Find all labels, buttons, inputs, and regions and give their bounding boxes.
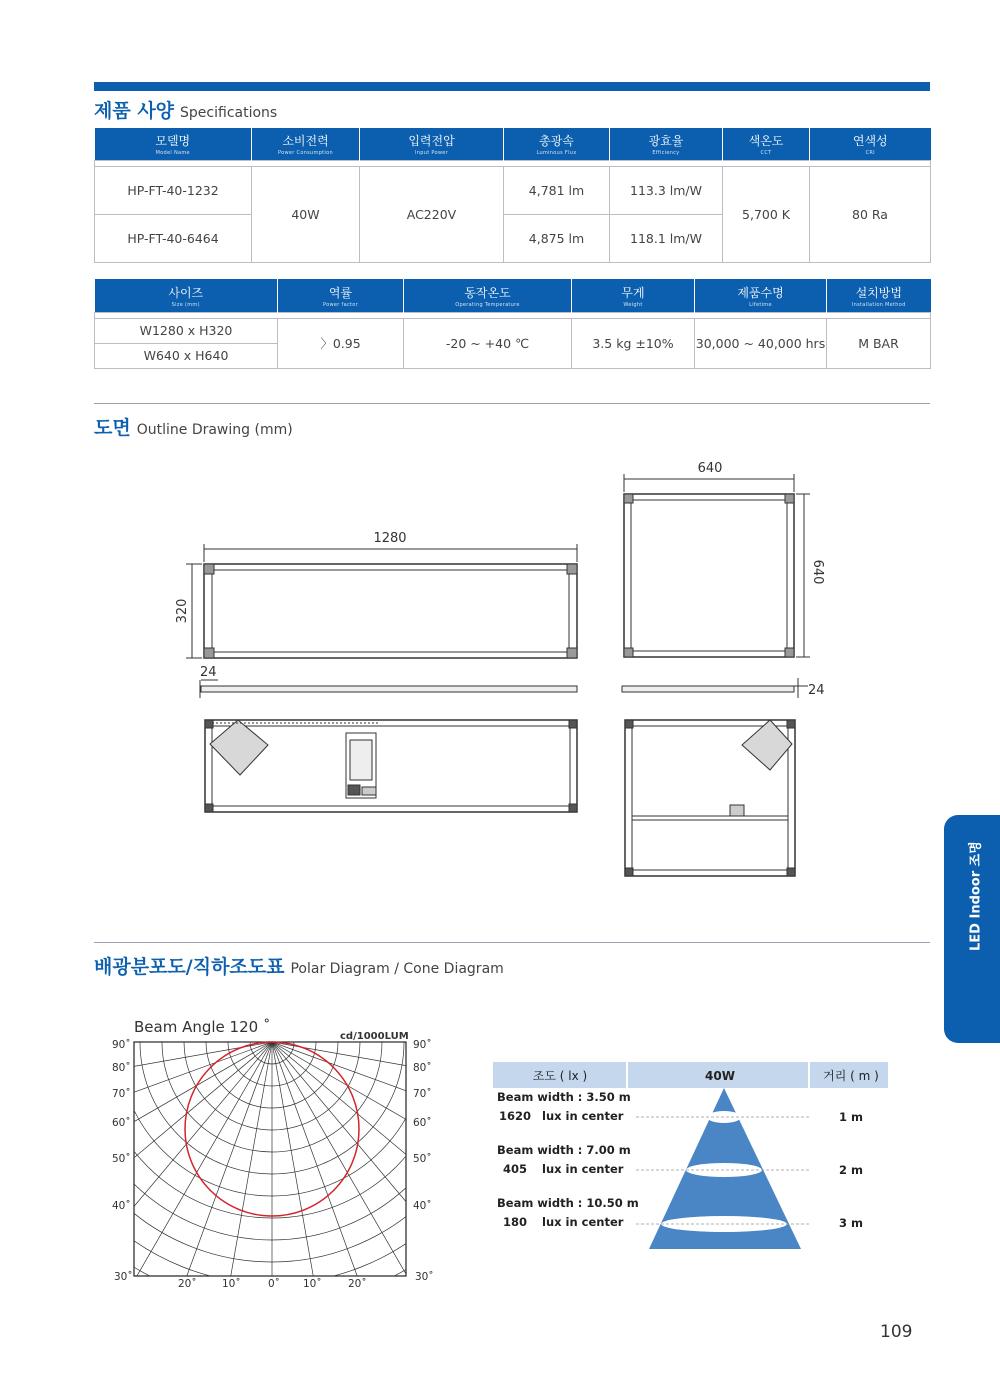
lux-center-3: lux in center <box>542 1215 624 1229</box>
polar-section-title <box>94 952 504 979</box>
outline-section-title <box>94 413 293 440</box>
right-label-90: 90˚ <box>413 1039 432 1051</box>
weight-value: 3.5 kg ±10% <box>572 318 695 368</box>
panel-640-side <box>622 678 808 698</box>
install-value: M BAR <box>827 318 931 368</box>
size-2: W640 x H640 <box>95 343 278 368</box>
right-label-50: 50˚ <box>413 1153 432 1165</box>
outline-title-en: Outline Drawing (mm) <box>136 422 293 438</box>
divider-2 <box>94 942 930 943</box>
beam-width-2: Beam width : 7.00 m <box>497 1143 631 1157</box>
side-tab-label: LED Indoor 조명 <box>968 841 984 951</box>
th-power: 소비전력 Power Consumption <box>252 128 360 160</box>
th-efficiency: 광효율 Efficiency <box>610 128 723 160</box>
cct-value: 5,700 K <box>723 166 810 262</box>
dim-640-width <box>624 474 794 492</box>
dim-label-320: 320 <box>175 598 190 624</box>
dim-640-height <box>796 494 810 657</box>
th-size: 사이즈 Size (mm) <box>95 279 278 312</box>
beam-width-1: Beam width : 3.50 m <box>497 1090 631 1104</box>
panel-640-front <box>624 494 794 657</box>
right-label-60: 60˚ <box>413 1117 432 1129</box>
table1-header-row <box>95 128 931 160</box>
outline-drawing <box>0 440 1000 890</box>
top-accent-bar <box>94 82 930 91</box>
efficiency-2: 118.1 lm/W <box>610 214 723 262</box>
spec-table-1 <box>94 128 931 263</box>
flux-1: 4,781 lm <box>504 166 610 214</box>
spec-title-ko: 제품 사양 <box>94 100 175 122</box>
left-label-50: 50˚ <box>112 1153 131 1165</box>
panel-640-back <box>625 720 795 876</box>
power-header: 40W <box>705 1069 735 1083</box>
left-label-90: 90˚ <box>112 1039 131 1051</box>
side-category-tab <box>944 815 1000 1043</box>
efficiency-1: 113.3 lm/W <box>610 166 723 214</box>
th-power-factor: 역률 Power factor <box>278 279 404 312</box>
power-value: 40W <box>252 166 360 262</box>
bottom-label-20-left: 20˚ <box>178 1278 197 1290</box>
bottom-label-10-right: 10˚ <box>303 1278 322 1290</box>
th-weight: 무게 Weight <box>572 279 695 312</box>
distance-2: 2 m <box>839 1163 863 1177</box>
spec-table-2 <box>94 279 931 369</box>
lux-1: 1620 <box>499 1109 532 1123</box>
th-lifetime: 제품수명 Lifetime <box>695 279 827 312</box>
flux-2: 4,875 lm <box>504 214 610 262</box>
temp-value: -20 ~ +40 ℃ <box>404 318 572 368</box>
left-label-30: 30˚ <box>114 1271 133 1283</box>
panel-1280-side <box>200 680 577 698</box>
life-value: 30,000 ~ 40,000 hrs <box>695 318 827 368</box>
left-label-40: 40˚ <box>112 1200 131 1212</box>
bottom-label-20-right: 20˚ <box>348 1278 367 1290</box>
distance-header: 거리 ( m ) <box>823 1069 879 1083</box>
model-2: HP-FT-40-6464 <box>95 214 252 262</box>
panel-1280-back <box>205 720 577 812</box>
size-1: W1280 x H320 <box>95 318 278 343</box>
lux-3: 180 <box>503 1215 528 1229</box>
th-temperature: 동작온도 Operating Temperature <box>404 279 572 312</box>
distance-3: 3 m <box>839 1216 863 1230</box>
polar-title-ko: 배광분포도/직하조도표 <box>94 956 285 978</box>
th-input: 입력전압 Input Power <box>360 128 504 160</box>
right-label-70: 70˚ <box>413 1088 432 1100</box>
th-cct: 색온도 CCT <box>723 128 810 160</box>
panel-1280-front <box>204 564 577 658</box>
pf-value: 〉0.95 <box>278 318 404 368</box>
th-install: 설치방법 Installation Method <box>827 279 931 312</box>
bottom-label-10-left: 10˚ <box>222 1278 241 1290</box>
spec-section-title <box>94 96 277 123</box>
outline-title-ko: 도면 <box>94 417 131 439</box>
th-model: 모델명 Model Name <box>95 128 252 160</box>
left-label-60: 60˚ <box>112 1117 131 1129</box>
left-label-70: 70˚ <box>112 1088 131 1100</box>
lux-center-1: lux in center <box>542 1109 624 1123</box>
beam-width-3: Beam width : 10.50 m <box>497 1196 639 1210</box>
th-cri: 연색성 CRI <box>810 128 931 160</box>
distance-1: 1 m <box>839 1110 863 1124</box>
th-flux: 총광속 Luminous Flux <box>504 128 610 160</box>
table-row <box>95 318 931 343</box>
dim-label-24b: 24 <box>808 683 825 698</box>
polar-unit-label: cd/1000LUM <box>340 1031 409 1042</box>
lux-center-2: lux in center <box>542 1162 624 1176</box>
bottom-label-0: 0˚ <box>268 1278 280 1290</box>
right-label-30: 30˚ <box>415 1271 434 1283</box>
table-row <box>95 166 931 214</box>
lux-2: 405 <box>503 1162 528 1176</box>
dim-label-640w: 640 <box>697 461 723 476</box>
page-number: 109 <box>880 1322 913 1342</box>
polar-title-en: Polar Diagram / Cone Diagram <box>290 961 504 977</box>
cri-value: 80 Ra <box>810 166 931 262</box>
dim-label-24a: 24 <box>200 665 217 680</box>
beam-angle-label: Beam Angle 120 ˚ <box>134 1018 271 1036</box>
model-1: HP-FT-40-1232 <box>95 166 252 214</box>
cone-diagram <box>490 1060 890 1260</box>
left-label-80: 80˚ <box>112 1062 131 1074</box>
polar-diagram <box>108 1010 438 1290</box>
table2-header-row <box>95 279 931 312</box>
lux-header: 조도 ( lx ) <box>532 1069 588 1083</box>
divider-1 <box>94 403 930 404</box>
dim-label-640h: 640 <box>810 559 825 585</box>
dim-label-1280: 1280 <box>373 531 407 546</box>
input-value: AC220V <box>360 166 504 262</box>
dim-1280 <box>204 544 577 562</box>
right-label-80: 80˚ <box>413 1062 432 1074</box>
right-label-40: 40˚ <box>413 1200 432 1212</box>
spec-title-en: Specifications <box>180 105 278 121</box>
